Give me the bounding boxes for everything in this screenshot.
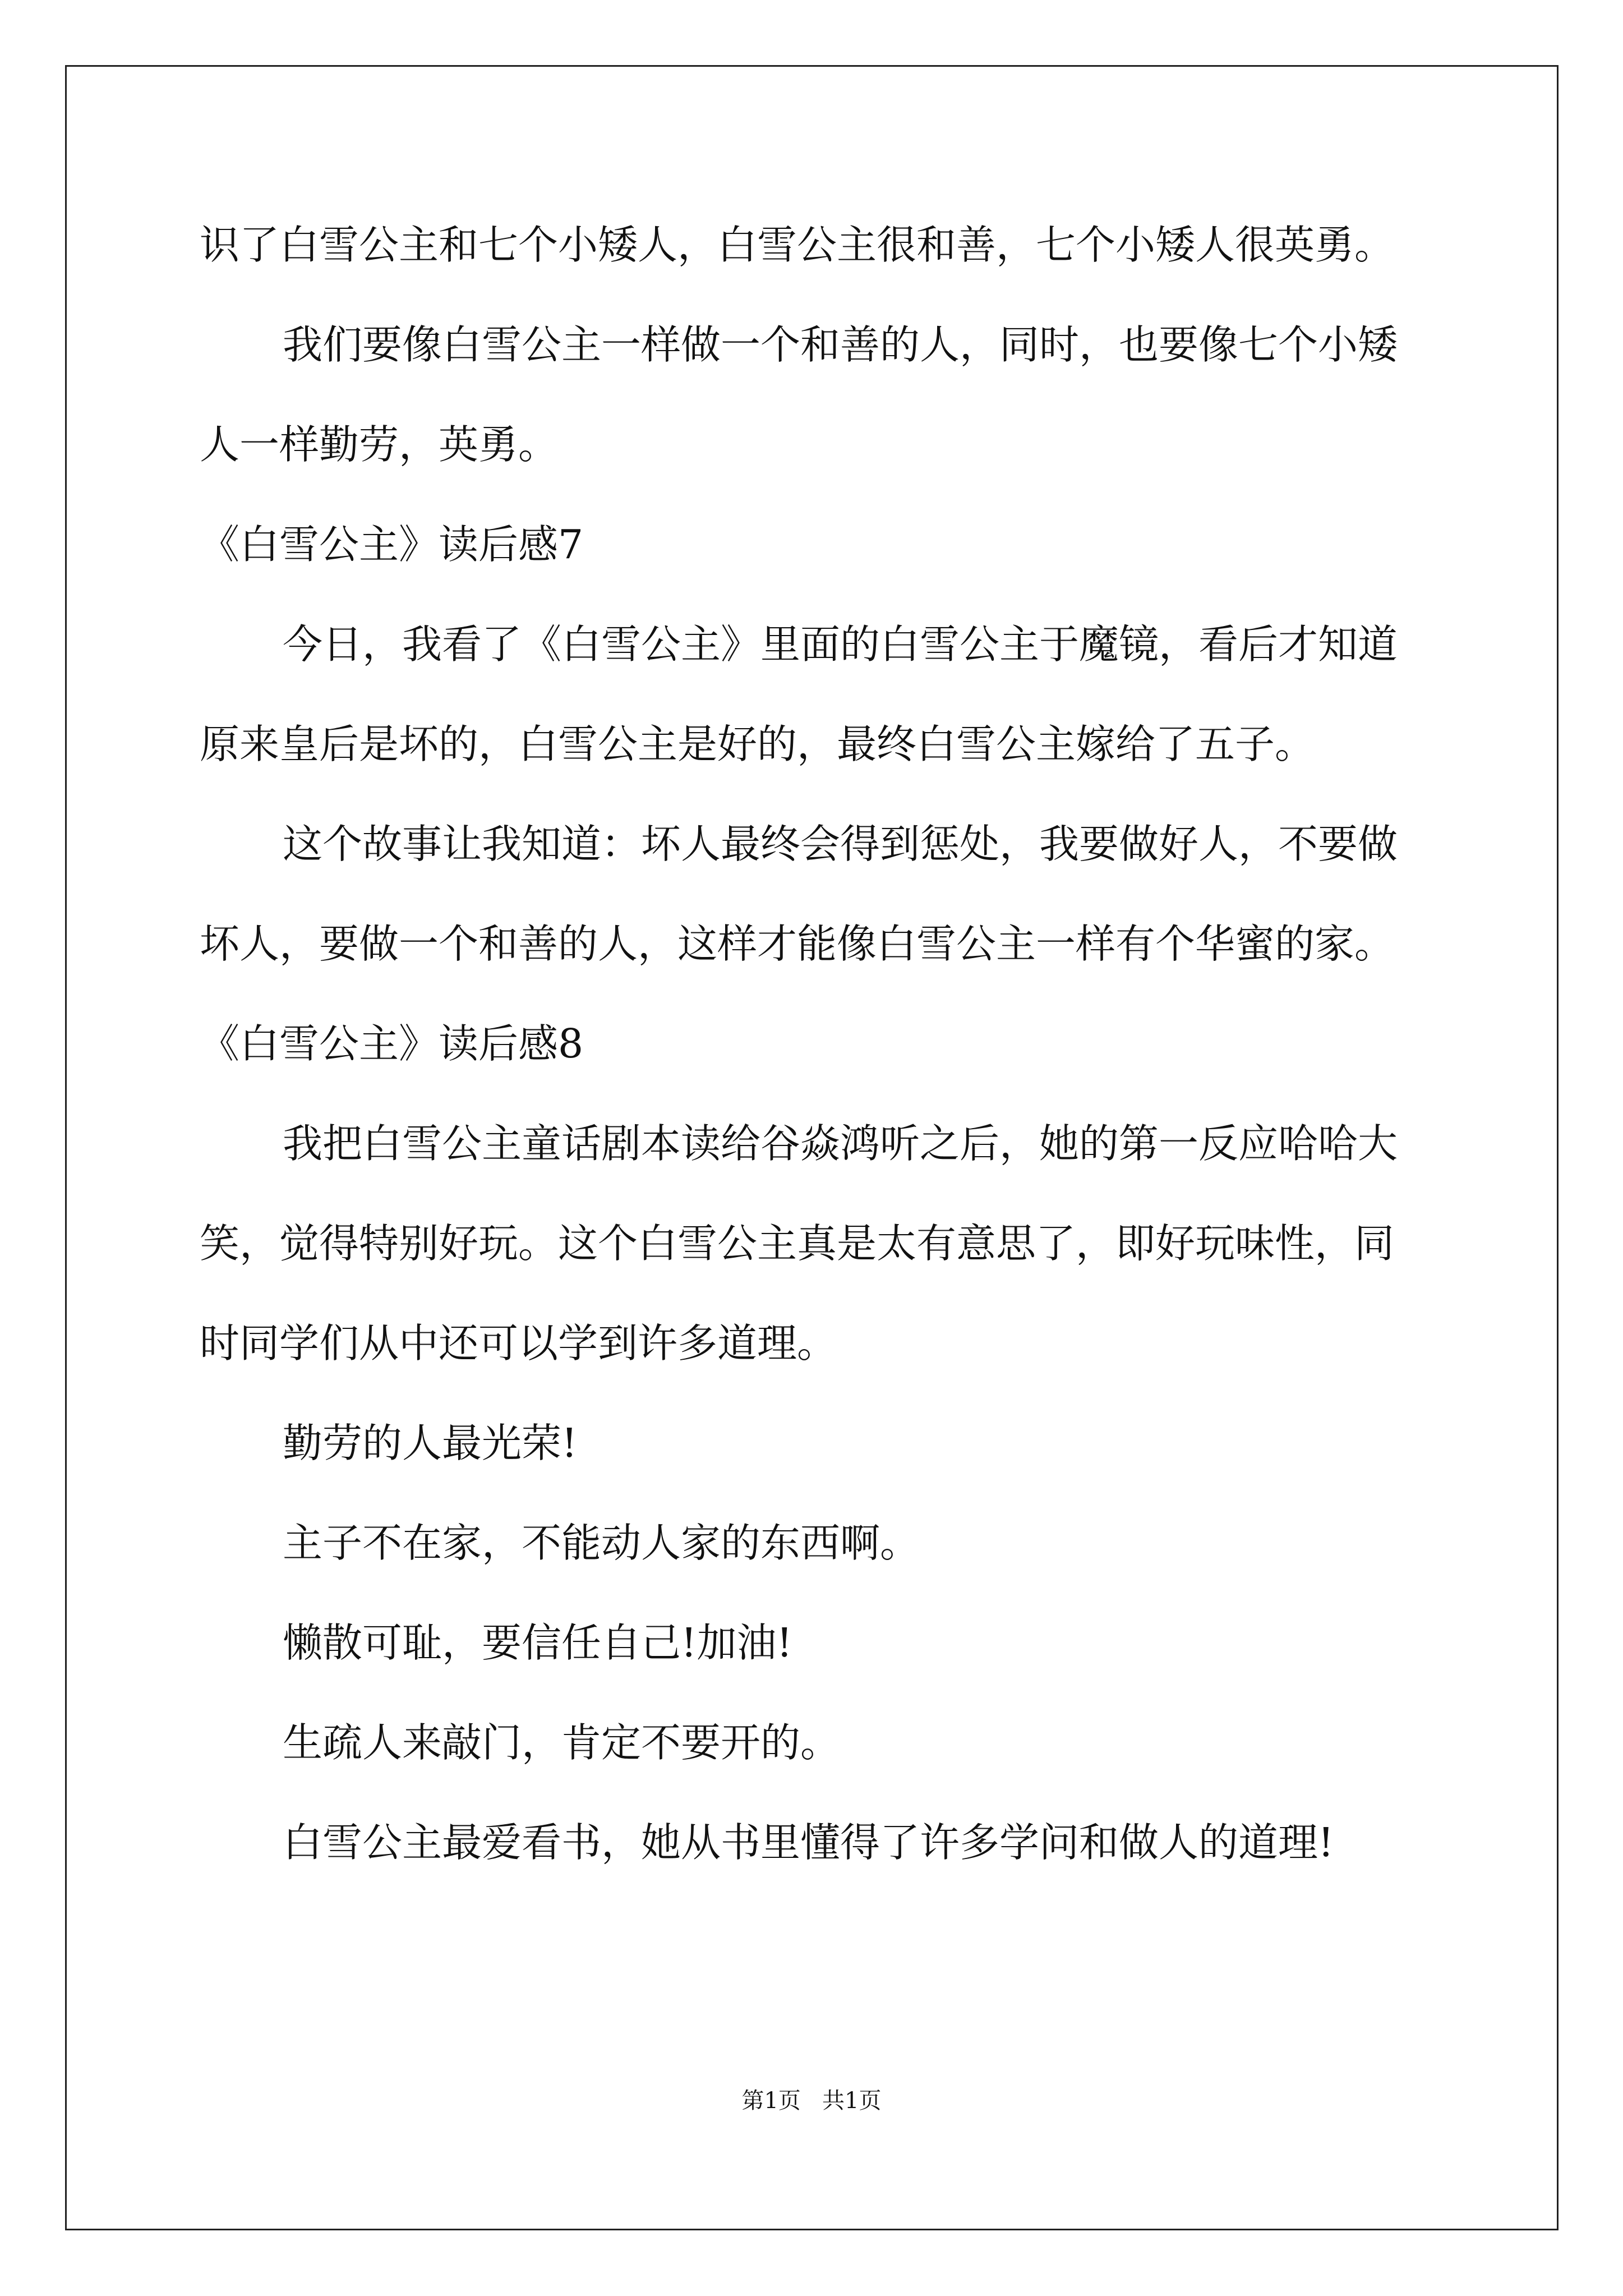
page-number-footer: 第1页 共1页 bbox=[741, 2088, 882, 2114]
paragraph-line: 我把白雪公主童话剧本读给谷焱鸿听之后，她的第一反应哈哈大 bbox=[283, 1120, 1398, 1167]
paragraph-line: 勤劳的人最光荣! bbox=[283, 1420, 578, 1466]
paragraph-line: 懒散可耻，要信任自己!加油! bbox=[283, 1619, 793, 1666]
paragraph-line: 这个故事让我知道：坏人最终会得到惩处，我要做好人，不要做 bbox=[283, 821, 1398, 867]
paragraph-line: 生疏人来敲门，肯定不要开的。 bbox=[283, 1719, 841, 1766]
paragraph-line: 时同学们从中还可以学到许多道理。 bbox=[200, 1320, 837, 1366]
paragraph-line: 今日，我看了《白雪公主》里面的白雪公主于魔镜，看后才知道 bbox=[283, 621, 1398, 668]
paragraph-line: 主子不在家，不能动人家的东西啊。 bbox=[283, 1520, 920, 1566]
paragraph-line: 白雪公主最爱看书，她从书里懂得了许多学问和做人的道理! bbox=[283, 1819, 1334, 1866]
section-heading: 《白雪公主》读后感8 bbox=[200, 1020, 584, 1067]
paragraph-line: 识了白雪公主和七个小矮人，白雪公主很和善，七个小矮人很英勇。 bbox=[200, 222, 1395, 268]
paragraph-line: 人一样勤劳，英勇。 bbox=[200, 421, 559, 468]
paragraph-line: 我们要像白雪公主一样做一个和善的人，同时，也要像七个小矮 bbox=[283, 321, 1398, 368]
paragraph-line: 坏人，要做一个和善的人，这样才能像白雪公主一样有个华蜜的家。 bbox=[200, 921, 1395, 967]
section-heading: 《白雪公主》读后感7 bbox=[200, 521, 584, 568]
paragraph-line: 原来皇后是坏的，白雪公主是好的，最终白雪公主嫁给了五子。 bbox=[200, 721, 1315, 767]
paragraph-line: 笑，觉得特别好玩。这个白雪公主真是太有意思了，即好玩味性，同 bbox=[200, 1220, 1395, 1267]
